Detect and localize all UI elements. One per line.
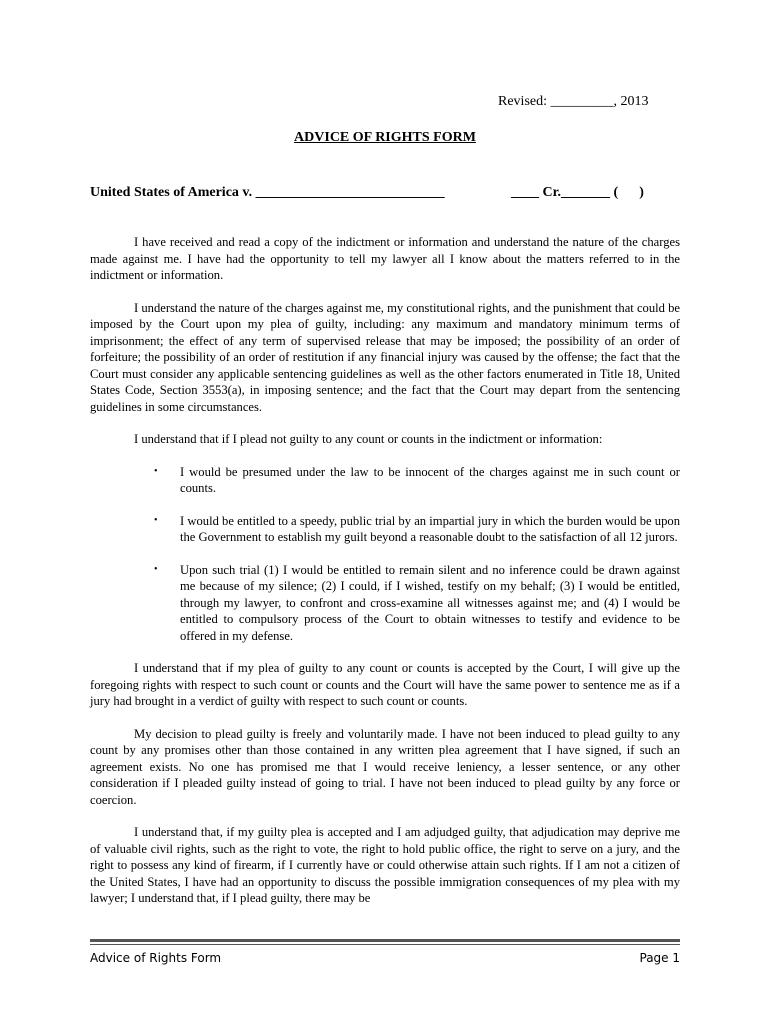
case-caption: United States of America v. ___________________________: [90, 185, 445, 200]
paragraph-voluntary: My decision to plead guilty is freely and voluntarily made. I have not been induced to plead guilty to any count by any promises other than those contained in any written plea agreement that I have signed, if such an agreement exists. No one has promised me that I would receive leniency, a lesser sentence, or any other consideration if I pleaded guilty instead of going to trial. I have not been induced to plead guilty by any force or coercion.: [90, 726, 680, 807]
case-number: ____ Cr._______ ( ): [511, 185, 644, 200]
paragraph-civil-rights: I understand that, if my guilty plea is accepted and I am adjudged guilty, that adjudication may deprive me of valuable civil rights, such as the right to vote, the right to hold public office, the right to serve on a jury, and the right to possess any kind of firearm, if I currently have or could otherwise attain such rights. If I am not a citizen of the United States, I have had an opportunity to discuss the possible immigration consequences of my plea with my lawyer; I understand that, if I plead guilty, there may be: [90, 825, 680, 905]
bullet-icon: •: [154, 465, 158, 477]
footer-divider-thick: [90, 939, 680, 942]
paragraph-not-guilty-intro: I understand that if I plead not guilty to any count or counts in the indictment or information:: [134, 432, 603, 446]
list-item: [154, 464, 680, 497]
page-number: Page 1: [639, 951, 680, 965]
list-item-text: I would be entitled to a speedy, public trial by an impartial jury in which the burden would be upon the Government to establish my guilt beyond a reasonable doubt to the satisfaction of all 12 jurors.: [180, 513, 680, 544]
list-item: [154, 513, 680, 546]
paragraph-receipt: I have received and read a copy of the indictment or information and understand the nature of the charges made against me. I have had the opportunity to tell my lawyer all I know about the matters referred to in the indictment or information.: [90, 235, 680, 282]
bullet-icon: •: [154, 514, 158, 526]
footer-divider-thin: [90, 944, 680, 945]
paragraph-plea-accepted: I understand that if my plea of guilty to any count or counts is accepted by the Court, I will give up the foregoing rights with respect to such count or counts and the Court will have the same power to sentence me as if a jury had brought in a verdict of guilty with respect to such count or counts.: [90, 661, 680, 708]
revised-date: Revised: _________, 2013: [498, 94, 649, 109]
paragraph-understanding: I understand the nature of the charges against me, my constitutional rights, and the punishment that could be imposed by the Court upon my plea of guilty, including: any maximum and mandatory minimum terms of imprisonment; the effect of any term of supervised release that may be imposed; the possibility of an order of forfeiture; the possibility of an order of restitution if any financial injury was caused by the offense; the fact that the Court must consider any applicable sentencing guidelines as well as the other factors enumerated in Title 18, United States Code, Section 3553(a), in imposing sentence; and the fact that the Court may depart from the sentencing guidelines in some circumstances.: [90, 300, 680, 414]
list-item: [154, 562, 680, 645]
list-item-text: Upon such trial (1) I would be entitled to remain silent and no inference could be drawn against me because of my silence; (2) I could, if I wished, testify on my behalf; (3) I would be entitled, through my lawyer, to confront and cross-examine all witnesses against me; and (4) I would be entitled to compulsory process of the Court to obtain witnesses to testify and evidence to be offered in my defense.: [180, 562, 680, 643]
list-item-text: I would be presumed under the law to be innocent of the charges against me in such count or counts.: [180, 464, 680, 495]
bullet-icon: •: [154, 563, 158, 575]
page-title: ADVICE OF RIGHTS FORM: [294, 130, 476, 145]
footer-form-name: Advice of Rights Form: [90, 951, 222, 965]
rights-list: [90, 464, 680, 645]
document-body: [90, 234, 680, 923]
